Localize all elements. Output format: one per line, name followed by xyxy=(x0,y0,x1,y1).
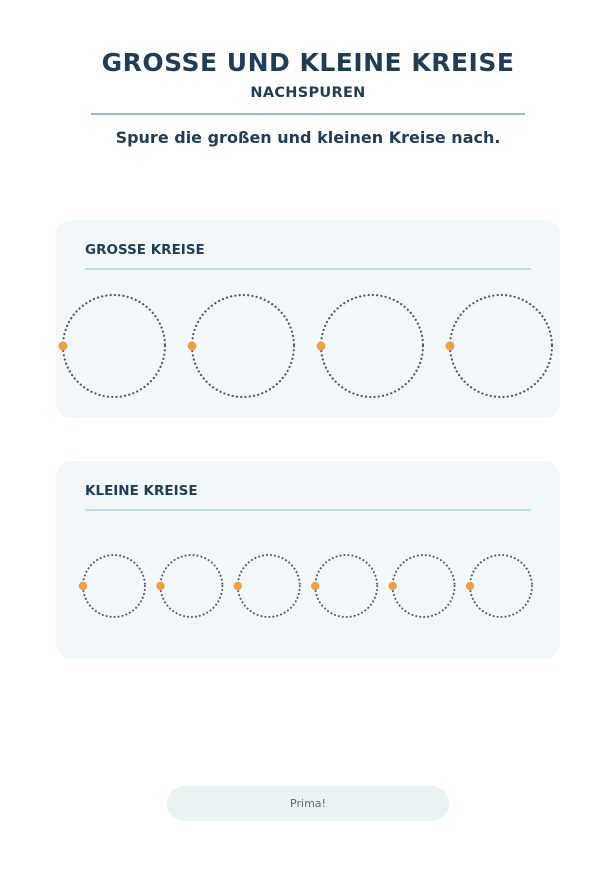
big-circle-4[interactable] xyxy=(450,295,552,397)
small-start-dot-1 xyxy=(79,582,87,590)
small-circles-area[interactable] xyxy=(56,461,560,659)
big-start-dot-1 xyxy=(59,342,68,351)
small-start-dot-3 xyxy=(234,582,242,590)
small-circles-panel xyxy=(56,461,560,659)
big-circles-panel xyxy=(56,220,560,418)
page-subtitle: NACHSPUREN xyxy=(250,85,366,101)
small-circle-2[interactable] xyxy=(160,555,222,617)
page-title: GROSSE UND KLEINE KREISE xyxy=(101,48,515,77)
small-circle-3[interactable] xyxy=(238,555,300,617)
small-start-dot-6 xyxy=(466,582,474,590)
small-circle-4[interactable] xyxy=(315,555,377,617)
small-start-dot-5 xyxy=(388,582,396,590)
small-start-dot-4 xyxy=(311,582,319,590)
big-start-dot-3 xyxy=(317,342,326,351)
small-circle-1[interactable] xyxy=(83,555,145,617)
big-start-dot-4 xyxy=(446,342,455,351)
big-circles-area[interactable] xyxy=(56,220,560,418)
big-circles-heading: GROSSE KREISE xyxy=(85,242,205,258)
small-circle-5[interactable] xyxy=(393,555,455,617)
small-circles-heading: KLEINE KREISE xyxy=(85,483,198,499)
header-divider xyxy=(91,113,525,115)
big-circle-2[interactable] xyxy=(192,295,294,397)
instruction-text: Spure die großen und kleinen Kreise nach. xyxy=(115,128,501,147)
small-circle-6[interactable] xyxy=(470,555,532,617)
small-start-dot-2 xyxy=(156,582,164,590)
big-circle-3[interactable] xyxy=(321,295,423,397)
big-circle-1[interactable] xyxy=(63,295,165,397)
big-start-dot-2 xyxy=(188,342,197,351)
prima-button[interactable]: Prima! xyxy=(167,786,449,821)
